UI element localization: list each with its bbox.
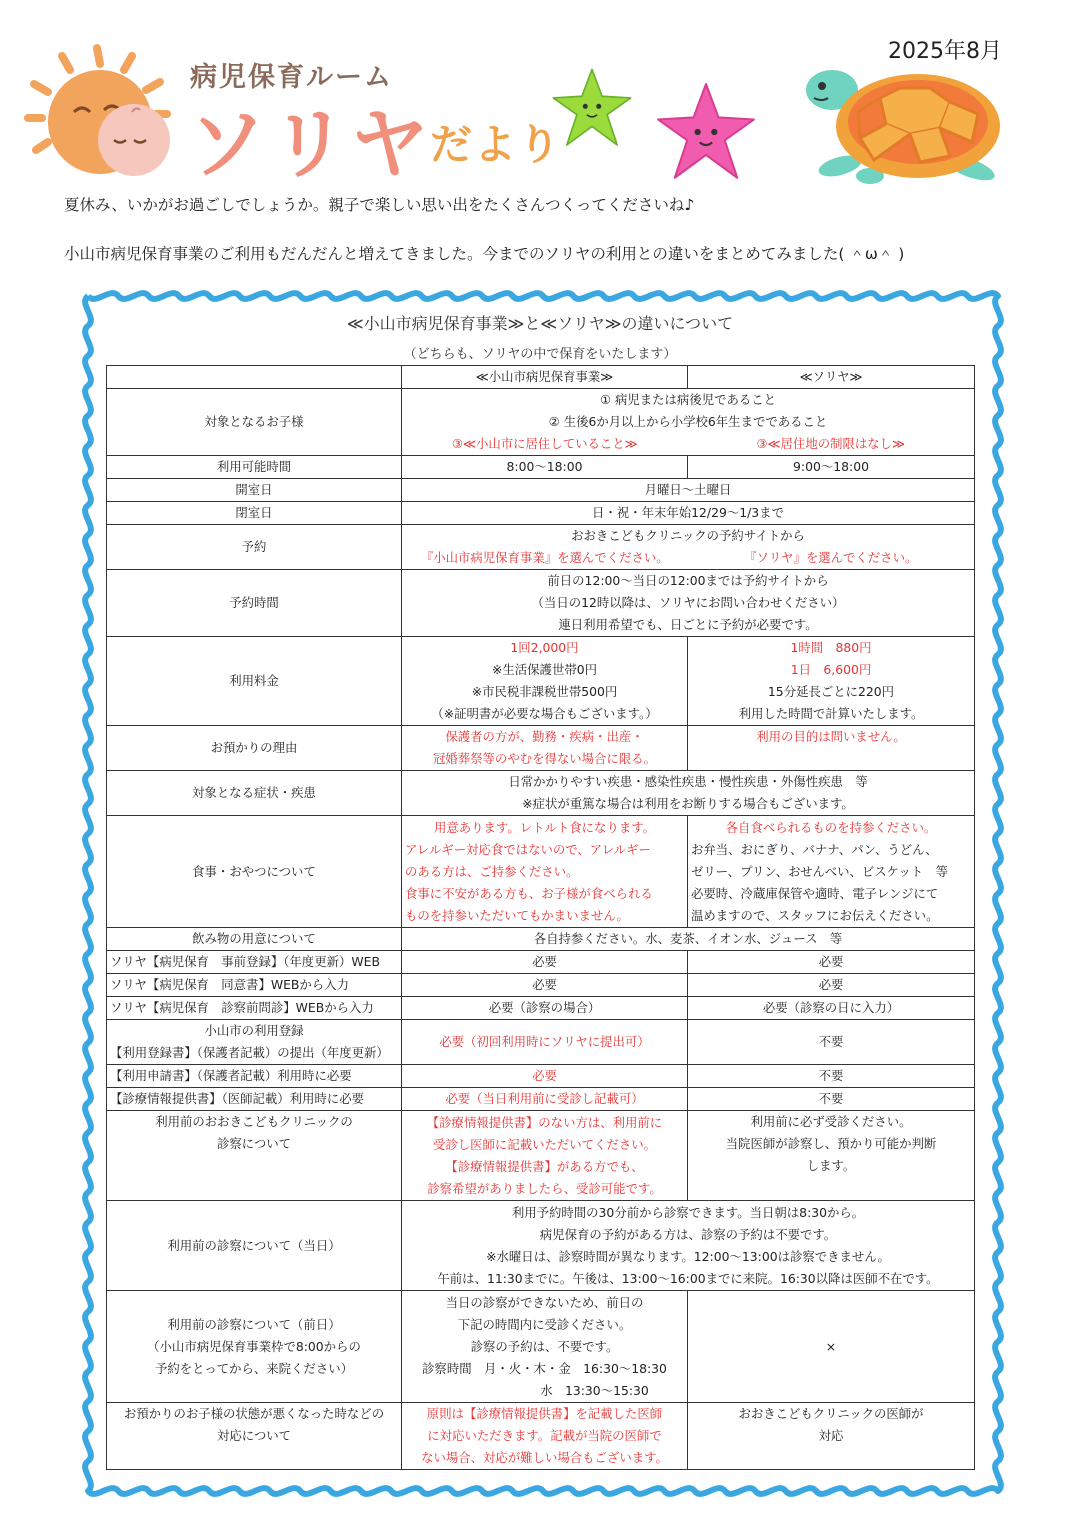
symptoms-cell <box>402 771 975 816</box>
row-label: 利用前の診察について（当日） <box>107 1201 402 1291</box>
exam-prev-oyama <box>402 1291 688 1403</box>
date-label: 2025年8月 <box>888 39 1002 64</box>
meal-soriya <box>688 816 975 928</box>
row-closed <box>107 502 975 525</box>
row-label: 対象となるお子様 <box>107 389 402 456</box>
meal-oyama-line: 食事に不安がある方も、お子様が食べられる <box>405 885 653 901</box>
row-label: 対象となる症状・疾患 <box>107 771 402 816</box>
worse-oyama-line: に対応いただきます。記載が当院の医師で <box>427 1428 662 1443</box>
exam-before-label: 利用前のおおきこどもクリニックの <box>155 1114 353 1129</box>
row-web3 <box>107 997 975 1020</box>
exam-prev-soriya: × <box>688 1291 975 1403</box>
pink-starfish-icon <box>652 80 760 184</box>
worse-oyama <box>402 1403 688 1470</box>
fee-soriya-line: 15分延長ごとに220円 <box>767 684 895 699</box>
meal-soriya-line: 必要時、冷蔵庫保管や適時、電子レンジにて <box>691 885 939 901</box>
row-label <box>107 1020 402 1065</box>
reserve-time-cell <box>402 570 975 637</box>
row-fee <box>107 637 975 726</box>
hours-soriya: 9:00～18:00 <box>688 456 975 479</box>
row-hours <box>107 456 975 479</box>
fee-soriya-line: 1日 6,600円 <box>790 662 872 677</box>
green-starfish-icon <box>548 66 636 150</box>
open-value: 月曜日～土曜日 <box>402 479 975 502</box>
exam-today-line: ※水曜日は、診察時間が異なります。12:00～13:00は診察できません。 <box>486 1248 890 1264</box>
fee-soriya-line: 1時間 880円 <box>790 640 872 655</box>
worse-soriya-line: 対応 <box>818 1428 844 1443</box>
register-soriya: 不要 <box>688 1020 975 1065</box>
row-reserve <box>107 525 975 570</box>
row-worse <box>107 1403 975 1470</box>
exam-before-soriya <box>688 1111 975 1201</box>
exam-prev-label: 利用前の診察について（前日） <box>167 1316 341 1332</box>
register-oyama: 必要（初回利用時にソリヤに提出可） <box>402 1020 688 1065</box>
row-web1 <box>107 951 975 974</box>
meal-oyama-line: ものを持参いただいてもかまいません。 <box>405 907 629 923</box>
exam-prev-label: 予約をとってから、来院ください） <box>154 1360 353 1376</box>
web2-soriya: 必要 <box>688 974 975 997</box>
header-blank-cell <box>107 366 402 389</box>
sun-baby-icon <box>22 40 192 180</box>
worse-label: 対応について <box>216 1428 292 1443</box>
header-oyama: ≪小山市病児保育事業≫ <box>402 366 688 389</box>
logo-main-text: ソリヤ <box>188 100 433 190</box>
register-label-1: 小山市の利用登録 <box>204 1023 304 1038</box>
row-label: 利用可能時間 <box>107 456 402 479</box>
drink-value: 各自持参ください。水、麦茶、イオン水、ジュース 等 <box>402 928 975 951</box>
table-subtitle: （どちらも、ソリヤの中で保育をいたします） <box>403 347 677 362</box>
exam-prev-oyama-line: 当日の診察ができないため、前日の <box>445 1294 644 1310</box>
row-exam-before <box>107 1111 975 1201</box>
row-meal <box>107 816 975 928</box>
target-oyama: ③≪小山市に居住していること≫ <box>451 436 638 451</box>
hours-oyama: 8:00～18:00 <box>402 456 688 479</box>
exam-prev-oyama-line: 水 13:30～15:30 <box>540 1382 649 1398</box>
exam-before-oyama-line: 【診療情報提供書】がある方でも、 <box>445 1158 644 1174</box>
reserve-time-line: 連日利用希望でも、日ごとに予約が必要です。 <box>558 617 818 632</box>
worse-oyama-line: 原則は【診療情報提供書】を記載した医師 <box>426 1406 663 1421</box>
fee-oyama-line: （※証明書が必要な場合もございます。） <box>431 706 658 721</box>
worse-soriya <box>688 1403 975 1470</box>
web2-oyama: 必要 <box>402 974 688 997</box>
fee-oyama-line: 1回2,000円 <box>510 640 579 655</box>
row-label: 【利用申請書】（保護者記載）利用時に必要 <box>107 1065 402 1088</box>
greeting-line-2: 小山市病児保育事業のご利用もだんだんと増えてきました。今までのソリヤの利用との違いをまとめてみました( ＾ω＾ ) <box>64 245 905 263</box>
row-label: ソリヤ【病児保育 事前登録】（年度更新）WEB <box>107 951 402 974</box>
table-title: ≪小山市病児保育事業≫と≪ソリヤ≫の違いについて <box>346 314 734 333</box>
web3-oyama: 必要（診察の場合） <box>402 997 688 1020</box>
web1-soriya: 必要 <box>688 951 975 974</box>
exam-before-oyama <box>402 1111 688 1201</box>
row-label: 食事・おやつについて <box>107 816 402 928</box>
reserve-common: おおきこどもクリニックの予約サイトから <box>571 528 805 543</box>
target-soriya: ③≪居住地の制限はなし≫ <box>756 436 906 451</box>
exam-before-soriya-line: 当院医師が診察し、預かり可能か判断 <box>725 1136 937 1151</box>
row-web2 <box>107 974 975 997</box>
target-common-1: ① 病児または病後児であること <box>599 392 777 407</box>
exam-today-line: 病児保育の予約がある方は、診察の予約は不要です。 <box>539 1226 837 1242</box>
register-label-2: 【利用登録書】（保護者記載）の提出（年度更新） <box>110 1045 389 1060</box>
fee-oyama-line: ※生活保護世帯0円 <box>492 662 597 677</box>
exam-prev-oyama-line: 診察の予約は、不要です。 <box>470 1338 619 1354</box>
meal-oyama-line: アレルギー対応食ではないので、アレルギー <box>405 841 651 857</box>
fee-soriya <box>688 637 975 726</box>
exam-prev-oyama-line: 診察時間 月・火・木・金 16:30～18:30 <box>422 1360 667 1376</box>
row-label: ソリヤ【病児保育 診察前問診】WEBから入力 <box>107 997 402 1020</box>
row-label <box>107 1111 402 1201</box>
row-label: 予約時間 <box>107 570 402 637</box>
reserve-cell <box>402 525 975 570</box>
reserve-time-line: （当日の12時以降は、ソリヤにお問い合わせください） <box>531 595 845 610</box>
meal-soriya-line: ゼリー、プリン、おせんべい、ビスケット 等 <box>691 863 948 879</box>
medinfo-oyama: 必要（当日利用前に受診し記載可） <box>402 1088 688 1111</box>
header-soriya: ≪ソリヤ≫ <box>688 366 975 389</box>
target-cell <box>402 389 975 456</box>
row-label <box>107 1291 402 1403</box>
row-label: お預かりの理由 <box>107 726 402 771</box>
row-open <box>107 479 975 502</box>
logo-top-text: 病児保育ルーム <box>190 62 393 93</box>
row-apply <box>107 1065 975 1088</box>
row-exam-prev <box>107 1291 975 1403</box>
fee-oyama <box>402 637 688 726</box>
fee-soriya-line: 利用した時間で計算いたします。 <box>738 706 924 721</box>
exam-today-line: 午前は、11:30までに。午後は、13:00～16:00までに来院。16:30以降は医師不在です。 <box>437 1270 939 1286</box>
web1-oyama: 必要 <box>402 951 688 974</box>
reserve-soriya: 『ソリヤ』を選んでください。 <box>744 550 918 565</box>
medinfo-soriya: 不要 <box>688 1088 975 1111</box>
exam-prev-label: （小山市病児保育事業枠で8:00からの <box>147 1338 361 1354</box>
meal-soriya-line: 温めますので、スタッフにお伝えください。 <box>691 907 939 923</box>
target-common-2: ② 生後6か月以上から小学校6年生までであること <box>548 414 828 429</box>
sea-turtle-icon <box>800 58 1015 188</box>
reason-oyama-line: 冠婚葬祭等のやむを得ない場合に限る。 <box>432 751 657 766</box>
reserve-oyama: 『小山市病児保育事業』を選んでください。 <box>420 550 669 565</box>
row-label: 飲み物の用意について <box>107 928 402 951</box>
apply-oyama: 必要 <box>402 1065 688 1088</box>
greeting-line-1: 夏休み、いかがお過ごしでしょうか。親子で楽しい思い出をたくさんつくってくださいね♪ <box>64 196 695 214</box>
table-header-row <box>107 366 975 389</box>
row-label: ソリヤ【病児保育 同意書】WEBから入力 <box>107 974 402 997</box>
row-label <box>107 1403 402 1470</box>
exam-prev-oyama-line: 下記の時間内に受診ください。 <box>457 1316 632 1332</box>
row-label: 利用料金 <box>107 637 402 726</box>
symptoms-line: ※症状が重篤な場合は利用をお断りする場合もございます。 <box>522 796 854 811</box>
comparison-table <box>106 365 975 1470</box>
reason-oyama-line: 保護者の方が、勤務・疾病・出産・ <box>445 729 644 744</box>
reserve-time-line: 前日の12:00～当日の12:00までは予約サイトから <box>547 573 829 588</box>
fee-oyama-line: ※市民税非課税世帯500円 <box>471 684 618 699</box>
web3-soriya: 必要（診察の日に入力） <box>688 997 975 1020</box>
meal-soriya-line: お弁当、おにぎり、バナナ、パン、うどん、 <box>691 841 938 857</box>
row-reason <box>107 726 975 771</box>
row-label: 【診療情報提供書】（医師記載）利用時に必要 <box>107 1088 402 1111</box>
meal-oyama-line: 用意あります。レトルト食になります。 <box>433 819 656 835</box>
exam-before-soriya-line: します。 <box>806 1158 856 1173</box>
meal-oyama-line: のある方は、ご持参ください。 <box>405 863 579 879</box>
reason-soriya: 利用の目的は問いません。 <box>688 726 975 771</box>
row-medinfo <box>107 1088 975 1111</box>
row-drink <box>107 928 975 951</box>
row-reserve-time <box>107 570 975 637</box>
worse-label: お預かりのお子様の状態が悪くなった時などの <box>123 1406 385 1421</box>
meal-oyama <box>402 816 688 928</box>
symptoms-line: 日常かかりやすい疾患・感染性疾患・慢性疾患・外傷性疾患 等 <box>508 774 868 789</box>
exam-today-cell <box>402 1201 975 1291</box>
row-symptoms <box>107 771 975 816</box>
reason-oyama <box>402 726 688 771</box>
exam-before-oyama-line: 受診し医師に記載いただいてください。 <box>432 1136 657 1152</box>
worse-soriya-line: おおきこどもクリニックの医師が <box>738 1406 924 1421</box>
exam-before-soriya-line: 利用前に必ず受診ください。 <box>750 1114 912 1129</box>
apply-soriya: 不要 <box>688 1065 975 1088</box>
exam-before-oyama-line: 診察希望がありましたら、受診可能です。 <box>427 1180 662 1196</box>
row-label: 予約 <box>107 525 402 570</box>
row-label: 開室日 <box>107 479 402 502</box>
worse-oyama-line: ない場合、対応が難しい場合もございます。 <box>421 1450 668 1465</box>
exam-before-label: 診察について <box>216 1136 292 1151</box>
exam-today-line: 利用予約時間の30分前から診察できます。当日朝は8:30から。 <box>511 1204 865 1220</box>
closed-value: 日・祝・年末年始12/29～1/3まで <box>402 502 975 525</box>
row-label: 閉室日 <box>107 502 402 525</box>
exam-before-oyama-line: 【診療情報提供書】のない方は、利用前に <box>426 1114 663 1130</box>
row-register <box>107 1020 975 1065</box>
row-exam-today <box>107 1201 975 1291</box>
row-target <box>107 389 975 456</box>
meal-soriya-line: 各自食べられるものを持参ください。 <box>725 819 937 835</box>
logo-sub-text: だより <box>430 120 563 169</box>
